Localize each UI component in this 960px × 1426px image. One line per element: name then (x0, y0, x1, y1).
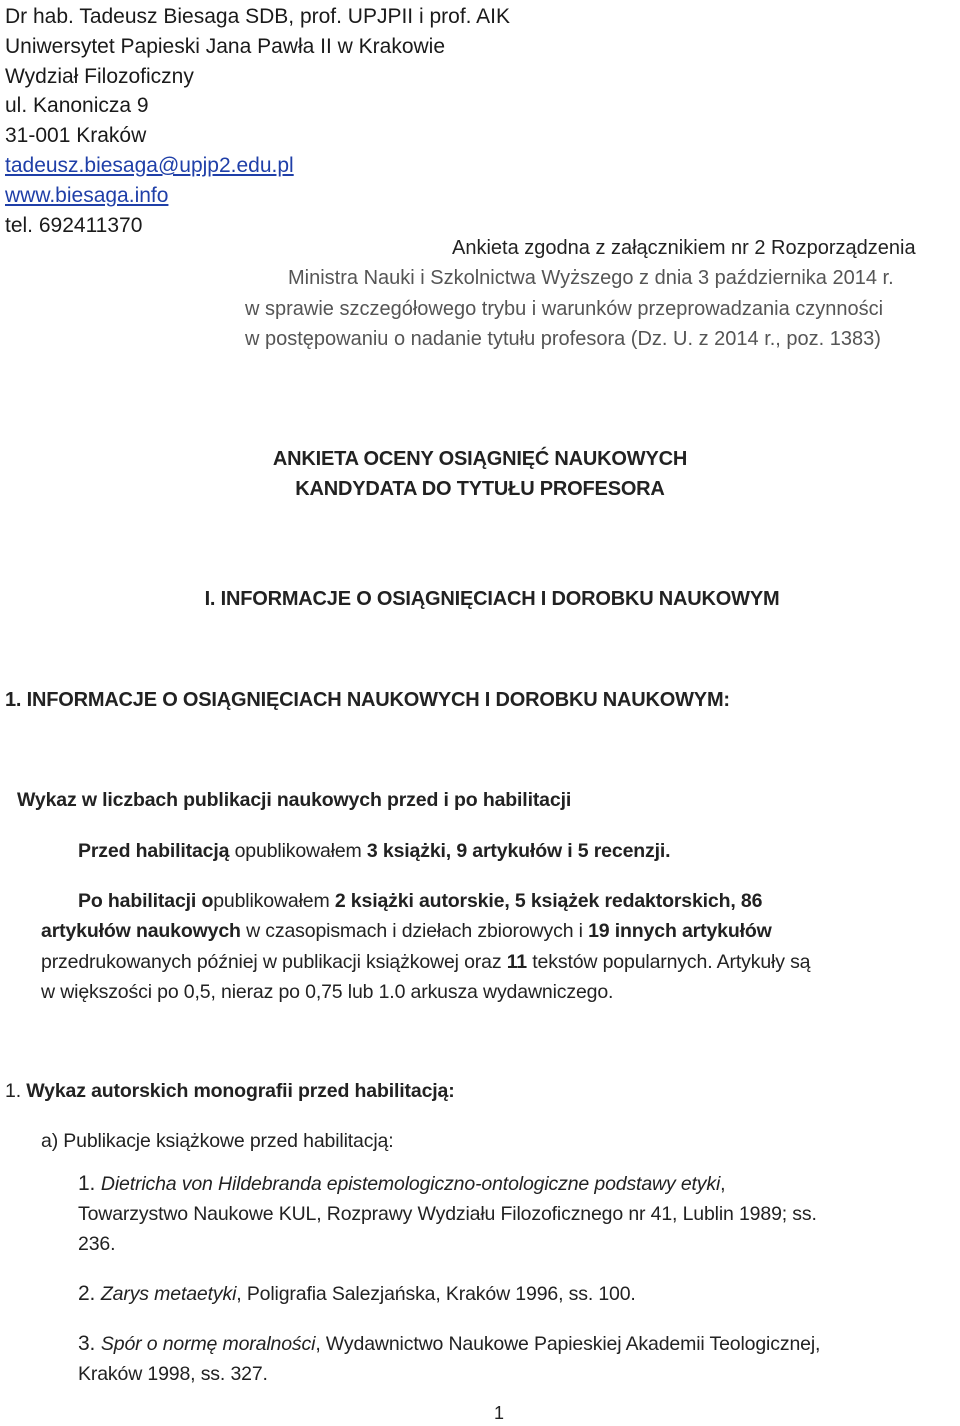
faculty: Wydział Filozoficzny (5, 64, 194, 88)
after-habilitation-line1 (78, 890, 762, 913)
doc-title-line2: KANDYDATA DO TYTUŁU PROFESORA (295, 478, 665, 500)
item-title: Zarys metaetyki (100, 1283, 237, 1305)
ankieta-ref-line4: w postępowaniu o nadanie tytułu profesora (Dz. U. z 2014 r., poz. 1383) (245, 328, 881, 350)
page-number: 1 (494, 1403, 504, 1423)
ankieta-ref-line3: w sprawie szczegółowego trybu i warunków przeprowadzania czynności (245, 298, 884, 320)
postal-city: 31-001 Kraków (5, 124, 147, 148)
item-continuation: Towarzystwo Naukowe KUL, Rozprawy Wydziału Filozoficznego nr 41, Lublin 1989; ss. (78, 1203, 817, 1225)
item-details: , Wydawnictwo Naukowe Papieskiej Akademii Teologicznej, (315, 1333, 821, 1355)
subsection-heading: 1. INFORMACJE O OSIĄGNIĘCIACH NAUKOWYCH I DOROBKU NAUKOWYM: (5, 689, 730, 711)
after-text-2: w czasopismach i dziełach zbiorowych i (240, 920, 589, 942)
phone: tel. 692411370 (5, 213, 143, 237)
ankieta-ref-line1: Ankieta zgodna z załącznikiem nr 2 Rozporządzenia (452, 237, 916, 259)
after-popular-count: 11 (506, 951, 528, 973)
after-counts: 2 książki autorskie, 5 książek redaktorskich, 86 (334, 890, 763, 912)
after-text: publikowałem (213, 890, 335, 912)
section-heading: I. INFORMACJE O OSIĄGNIĘCIACH I DOROBKU NAUKOWYM (204, 588, 780, 610)
item-number: 2. (78, 1282, 101, 1305)
item-number: 3. (78, 1332, 101, 1355)
before-label: Przed habilitacją (78, 840, 230, 862)
item-title: Spór o normę moralności (100, 1333, 316, 1355)
item-continuation: 236. (78, 1233, 116, 1255)
before-counts: 3 książki, 9 artykułów i 5 recenzji. (366, 840, 671, 862)
item-details: , (720, 1173, 726, 1195)
author-name: Dr hab. Tadeusz Biesaga SDB, prof. UPJPII i prof. AIK (5, 5, 511, 28)
author-header (5, 2, 510, 240)
monographs-title: Wykaz autorskich monografii przed habilitacją: (26, 1080, 455, 1102)
after-habilitation-line2 (41, 920, 772, 943)
monographs-number: 1. (5, 1080, 27, 1102)
doc-title-line1: ANKIETA OCENY OSIĄGNIĘĆ NAUKOWYCH (272, 448, 688, 470)
item-number: 1. (78, 1172, 101, 1195)
website-link[interactable]: www.biesaga.info (5, 183, 169, 207)
after-text-3: przedrukowanych później w publikacji książkowej oraz (41, 951, 507, 973)
list-item (78, 1282, 636, 1306)
street: ul. Kanonicza 9 (5, 94, 149, 118)
after-text-4: tekstów popularnych. Artykuły są (527, 951, 811, 973)
after-articles: artykułów naukowych (41, 920, 241, 942)
after-other-articles: 19 innych artykułów (588, 920, 772, 942)
university: Uniwersytet Papieski Jana Pawła II w Krakowie (5, 34, 446, 58)
before-habilitation-text (78, 840, 670, 863)
list-item (78, 1172, 725, 1196)
email-link[interactable]: tadeusz.biesaga@upjp2.edu.pl (5, 153, 294, 177)
after-habilitation-line4: w większości po 0,5, nieraz po 0,75 lub 1.0 arkusza wydawniczego. (41, 981, 614, 1003)
item-title: Dietricha von Hildebranda epistemologiczno-ontologiczne podstawy etyki (100, 1173, 721, 1195)
ankieta-ref-line2: Ministra Nauki i Szkolnictwa Wyższego z dnia 3 października 2014 r. (288, 267, 894, 289)
after-label: Po habilitacji o (78, 890, 214, 912)
after-habilitation-line3 (41, 951, 810, 974)
item-continuation: Kraków 1998, ss. 327. (78, 1363, 268, 1385)
item-details: , Poligrafia Salezjańska, Kraków 1996, ss. 100. (236, 1283, 636, 1305)
list-item (78, 1332, 820, 1356)
subheading-a: a) Publikacje książkowe przed habilitacją: (41, 1130, 394, 1152)
publication-summary-heading: Wykaz w liczbach publikacji naukowych przed i po habilitacji (17, 789, 572, 811)
before-text: opublikowałem (229, 840, 367, 862)
monographs-heading (5, 1080, 455, 1103)
